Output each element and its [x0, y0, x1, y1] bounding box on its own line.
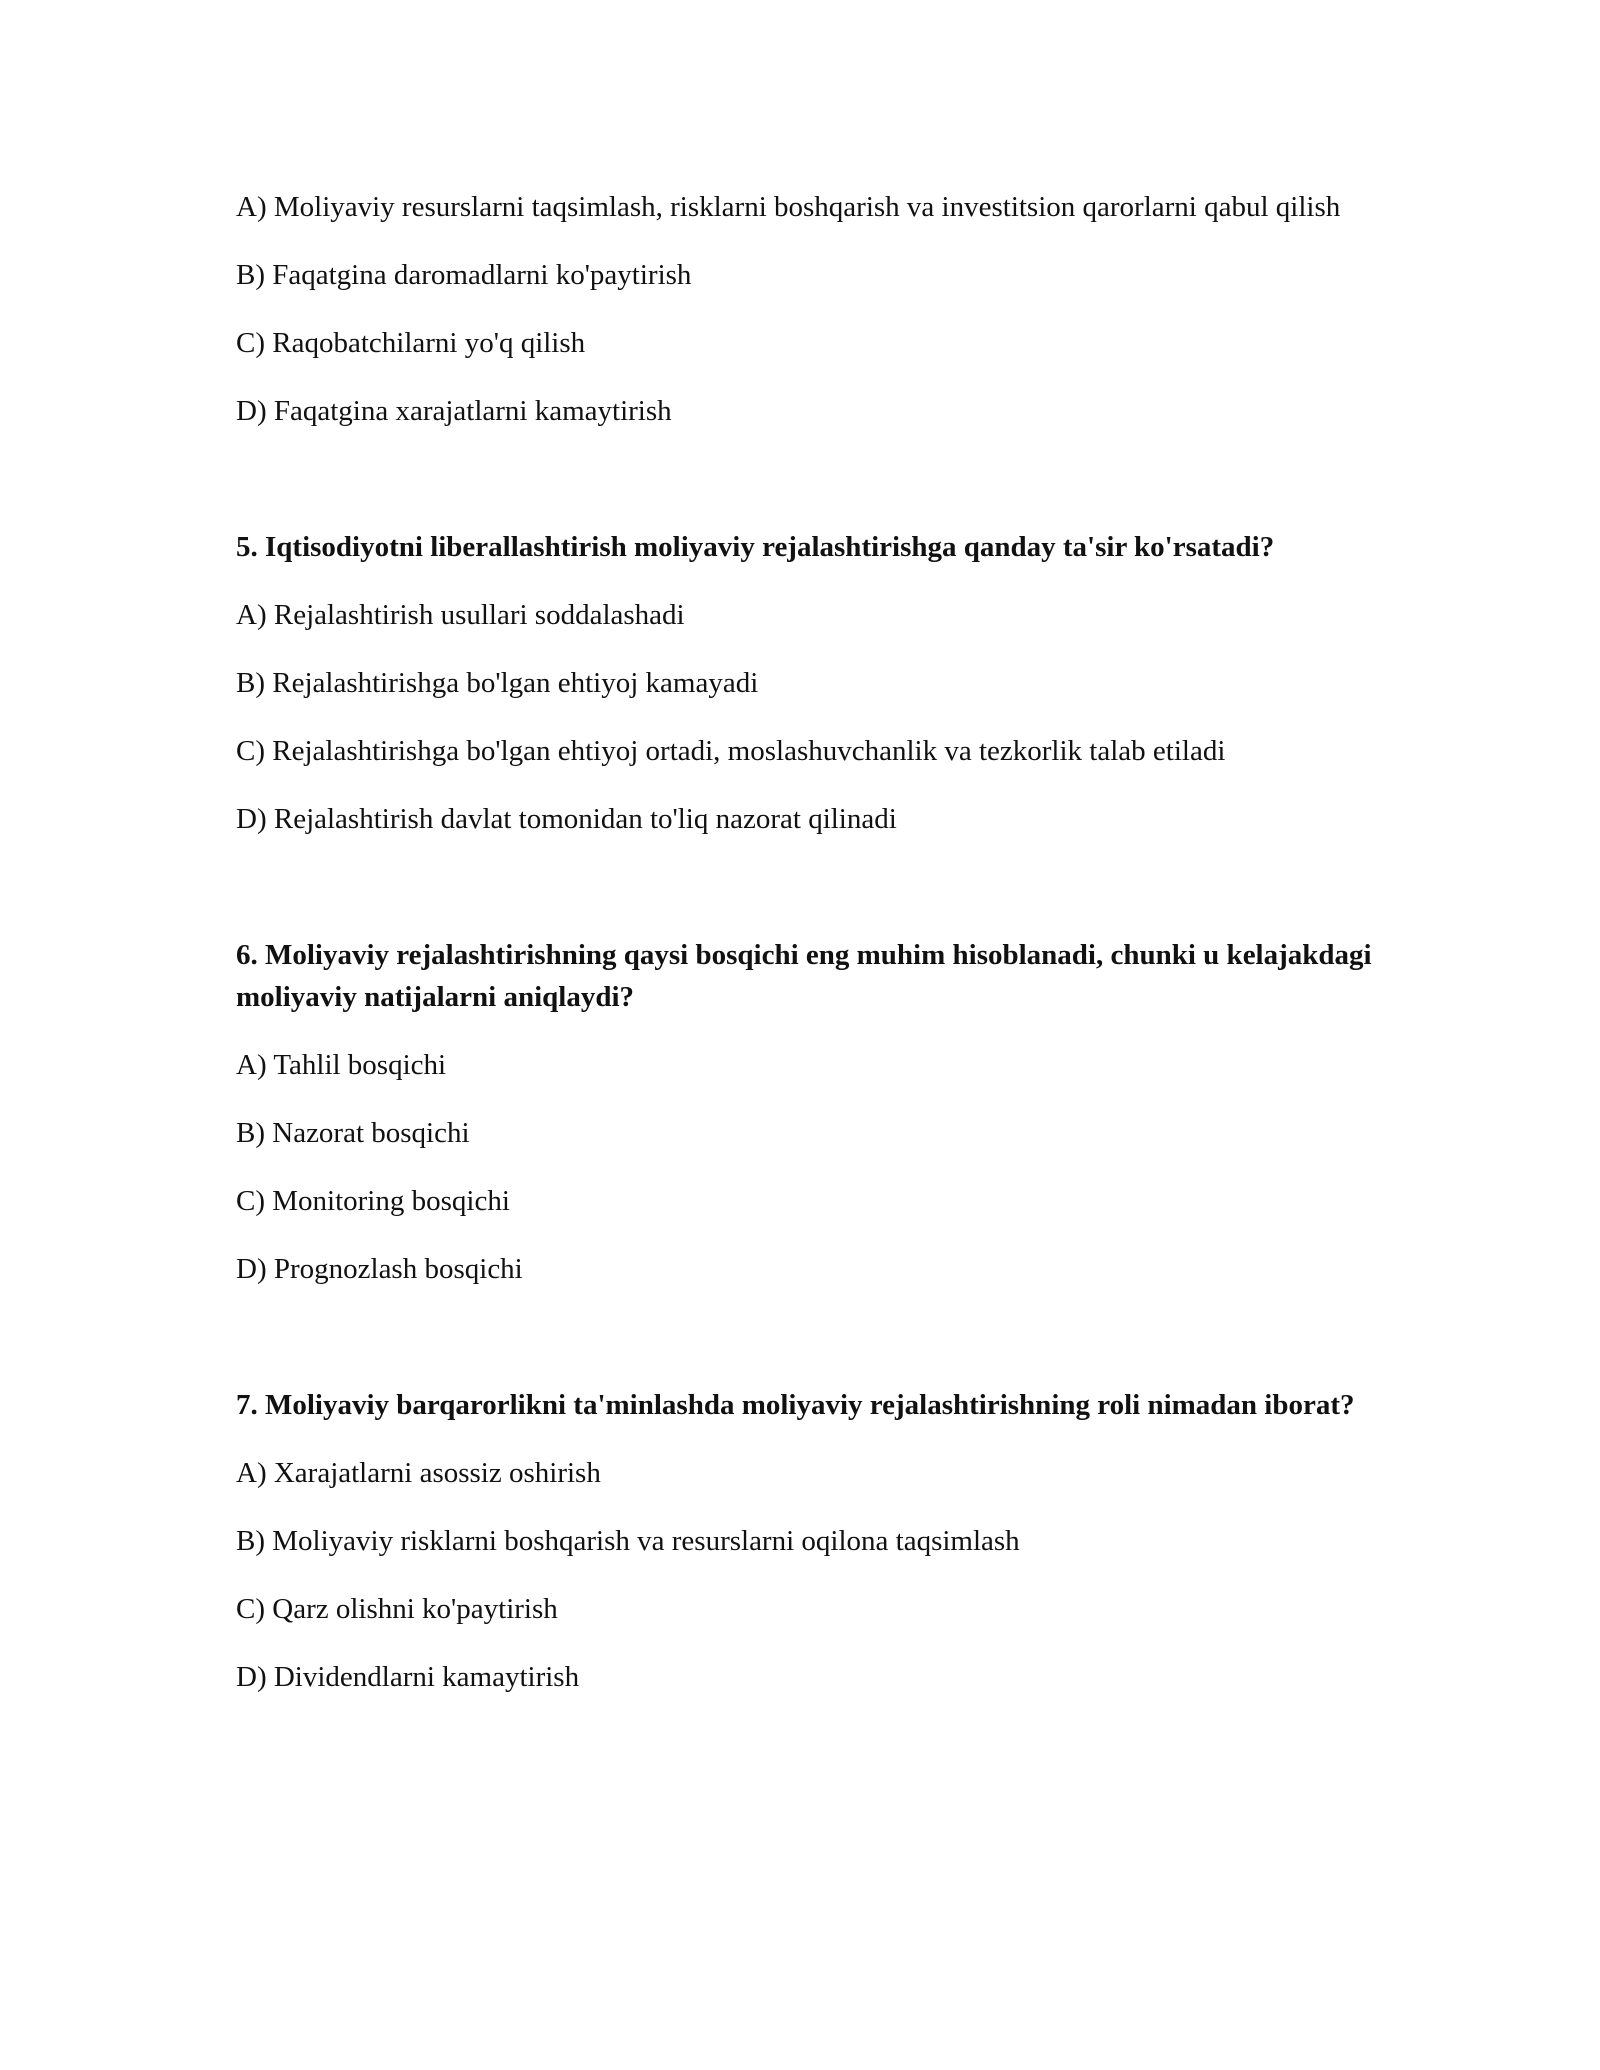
question-block-7 [236, 1384, 1376, 1698]
option-a: A) Xarajatlarni asossiz oshirish [236, 1457, 601, 1489]
option-a: A) Rejalashtirish usullari soddalashadi [236, 599, 685, 631]
option-b: B) Moliyaviy risklarni boshqarish va resurslarni oqilona taqsimlash [236, 1525, 1020, 1557]
option-a: A) Tahlil bosqichi [236, 1049, 447, 1081]
document-content [236, 186, 1376, 1724]
question-text: 6. Moliyaviy rejalashtirishning qaysi bosqichi eng muhim hisoblanadi, chunki u kelajakdagi moliyaviy natijalarni aniqlaydi? [236, 939, 1372, 1013]
option-d: D) Prognozlash bosqichi [236, 1253, 523, 1285]
option-c: C) Raqobatchilarni yo'q qilish [236, 327, 586, 359]
option-c: C) Monitoring bosqichi [236, 1185, 510, 1217]
question-text: 7. Moliyaviy barqarorlikni ta'minlashda moliyaviy rejalashtirishning roli nimadan iborat? [236, 1389, 1355, 1421]
option-d: D) Rejalashtirish davlat tomonidan to'liq nazorat qilinadi [236, 803, 897, 835]
spacer [236, 458, 1376, 526]
option-d: D) Faqatgina xarajatlarni kamaytirish [236, 395, 672, 427]
option-d: D) Dividendlarni kamaytirish [236, 1661, 580, 1693]
option-c: C) Rejalashtirishga bo'lgan ehtiyoj ortadi, moslashuvchanlik va tezkorlik talab etiladi [236, 735, 1226, 767]
question-block-6 [236, 934, 1376, 1290]
option-c: C) Qarz olishni ko'paytirish [236, 1593, 558, 1625]
spacer [236, 1316, 1376, 1384]
question-text: 5. Iqtisodiyotni liberallashtirish moliyaviy rejalashtirishga qanday ta'sir ko'rsatadi? [236, 531, 1275, 563]
continued-options [236, 186, 1376, 432]
option-b: B) Faqatgina daromadlarni ko'paytirish [236, 259, 692, 291]
option-a: A) Moliyaviy resurslarni taqsimlash, risklarni boshqarish va investitsion qarorlarni qabul qilish [236, 191, 1341, 223]
spacer [236, 866, 1376, 934]
question-block-5 [236, 526, 1376, 840]
option-b: B) Rejalashtirishga bo'lgan ehtiyoj kamayadi [236, 667, 759, 699]
option-b: B) Nazorat bosqichi [236, 1117, 470, 1149]
